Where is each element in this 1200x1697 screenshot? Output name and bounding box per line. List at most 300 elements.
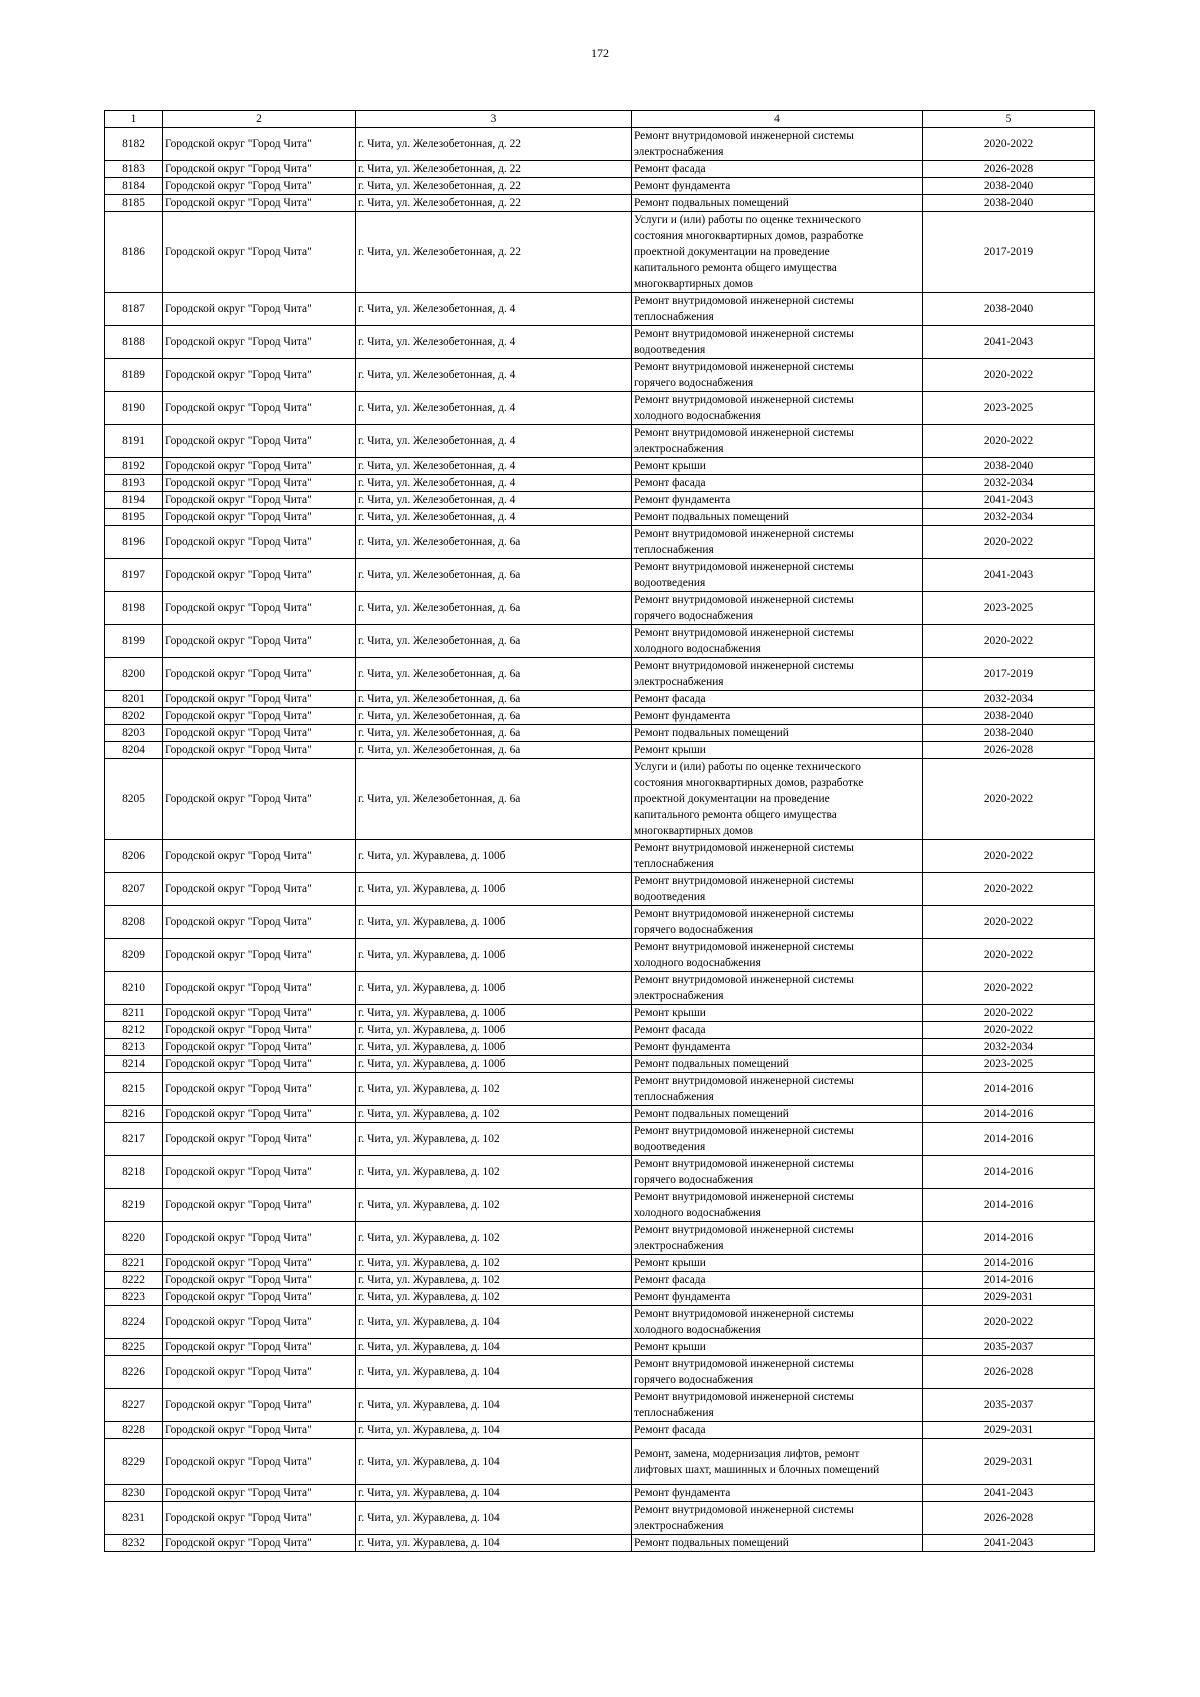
municipality-cell: Городской округ "Город Чита" xyxy=(163,1439,356,1485)
address-cell: г. Чита, ул. Журавлева, д. 100б xyxy=(356,1005,632,1022)
table-row xyxy=(105,1439,1095,1485)
row-number: 8211 xyxy=(105,1005,163,1022)
table-row xyxy=(105,1356,1095,1389)
work-type-cell xyxy=(632,873,923,906)
address-cell: г. Чита, ул. Железобетонная, д. 4 xyxy=(356,425,632,458)
period-cell: 2020-2022 xyxy=(923,906,1095,939)
row-number: 8189 xyxy=(105,359,163,392)
row-number: 8194 xyxy=(105,492,163,509)
period-cell: 2032-2034 xyxy=(923,475,1095,492)
address-cell: г. Чита, ул. Журавлева, д. 102 xyxy=(356,1123,632,1156)
municipality-cell: Городской округ "Город Чита" xyxy=(163,691,356,708)
work-type-cell xyxy=(632,128,923,161)
work-type-line: теплоснабжения xyxy=(634,1091,714,1103)
row-number: 8212 xyxy=(105,1022,163,1039)
table-row xyxy=(105,475,1095,492)
work-type-cell xyxy=(632,492,923,509)
municipality-cell: Городской округ "Город Чита" xyxy=(163,1022,356,1039)
address-cell: г. Чита, ул. Железобетонная, д. 6а xyxy=(356,725,632,742)
municipality-cell: Городской округ "Город Чита" xyxy=(163,178,356,195)
municipality-cell: Городской округ "Город Чита" xyxy=(163,475,356,492)
work-type-cell xyxy=(632,1222,923,1255)
work-type-cell xyxy=(632,526,923,559)
table-row xyxy=(105,1056,1095,1073)
work-type-cell xyxy=(632,658,923,691)
work-type-cell xyxy=(632,1339,923,1356)
municipality-cell: Городской округ "Город Чита" xyxy=(163,526,356,559)
work-type-line: электроснабжения xyxy=(634,443,724,455)
work-type-cell xyxy=(632,326,923,359)
address-cell: г. Чита, ул. Журавлева, д. 104 xyxy=(356,1485,632,1502)
work-type-cell xyxy=(632,1005,923,1022)
period-cell: 2014-2016 xyxy=(923,1073,1095,1106)
address-cell: г. Чита, ул. Железобетонная, д. 22 xyxy=(356,212,632,293)
row-number: 8197 xyxy=(105,559,163,592)
address-cell: г. Чита, ул. Журавлева, д. 100б xyxy=(356,906,632,939)
period-cell: 2026-2028 xyxy=(923,742,1095,759)
table-body xyxy=(105,128,1095,1552)
work-type-cell xyxy=(632,972,923,1005)
work-type-line: Ремонт фасада xyxy=(634,1274,706,1286)
row-number: 8202 xyxy=(105,708,163,725)
table-row xyxy=(105,1255,1095,1272)
period-cell: 2032-2034 xyxy=(923,691,1095,708)
period-cell: 2023-2025 xyxy=(923,392,1095,425)
work-type-line: проектной документации на проведение xyxy=(634,246,830,258)
address-cell: г. Чита, ул. Железобетонная, д. 6а xyxy=(356,625,632,658)
address-cell: г. Чита, ул. Журавлева, д. 102 xyxy=(356,1222,632,1255)
work-type-cell xyxy=(632,691,923,708)
municipality-cell: Городской округ "Город Чита" xyxy=(163,658,356,691)
work-type-line: Ремонт внутридомовой инженерной системы xyxy=(634,1075,854,1087)
work-type-cell xyxy=(632,1356,923,1389)
work-type-line: Ремонт внутридомовой инженерной системы xyxy=(634,908,854,920)
work-type-line: Ремонт внутридомовой инженерной системы xyxy=(634,130,854,142)
period-cell: 2014-2016 xyxy=(923,1255,1095,1272)
municipality-cell: Городской округ "Город Чита" xyxy=(163,509,356,526)
work-type-line: Ремонт внутридомовой инженерной системы xyxy=(634,875,854,887)
municipality-cell: Городской округ "Город Чита" xyxy=(163,425,356,458)
address-cell: г. Чита, ул. Железобетонная, д. 4 xyxy=(356,509,632,526)
address-cell: г. Чита, ул. Журавлева, д. 102 xyxy=(356,1272,632,1289)
row-number: 8203 xyxy=(105,725,163,742)
row-number: 8230 xyxy=(105,1485,163,1502)
period-cell: 2041-2043 xyxy=(923,326,1095,359)
row-number: 8184 xyxy=(105,178,163,195)
address-cell: г. Чита, ул. Железобетонная, д. 4 xyxy=(356,458,632,475)
work-type-line: Ремонт подвальных помещений xyxy=(634,197,789,209)
work-type-cell xyxy=(632,759,923,840)
period-cell: 2023-2025 xyxy=(923,1056,1095,1073)
address-cell: г. Чита, ул. Журавлева, д. 104 xyxy=(356,1439,632,1485)
work-type-cell xyxy=(632,359,923,392)
address-cell: г. Чита, ул. Журавлева, д. 102 xyxy=(356,1255,632,1272)
period-cell: 2017-2019 xyxy=(923,658,1095,691)
table-row xyxy=(105,1222,1095,1255)
work-type-line: Ремонт внутридомовой инженерной системы xyxy=(634,594,854,606)
period-cell: 2032-2034 xyxy=(923,1039,1095,1056)
municipality-cell: Городской округ "Город Чита" xyxy=(163,742,356,759)
municipality-cell: Городской округ "Город Чита" xyxy=(163,559,356,592)
period-cell: 2014-2016 xyxy=(923,1106,1095,1123)
table-row xyxy=(105,161,1095,178)
municipality-cell: Городской округ "Город Чита" xyxy=(163,1222,356,1255)
work-type-line: Ремонт фасада xyxy=(634,1424,706,1436)
work-type-line: Ремонт внутридомовой инженерной системы xyxy=(634,361,854,373)
header-col-1: 1 xyxy=(105,111,163,128)
address-cell: г. Чита, ул. Железобетонная, д. 22 xyxy=(356,178,632,195)
table-row xyxy=(105,759,1095,840)
work-type-line: Ремонт крыши xyxy=(634,744,706,756)
table-row xyxy=(105,293,1095,326)
work-type-line: Ремонт крыши xyxy=(634,1341,706,1353)
work-type-line: многоквартирных домов xyxy=(634,825,754,837)
address-cell: г. Чита, ул. Журавлева, д. 100б xyxy=(356,972,632,1005)
work-type-cell xyxy=(632,458,923,475)
address-cell: г. Чита, ул. Журавлева, д. 102 xyxy=(356,1106,632,1123)
address-cell: г. Чита, ул. Железобетонная, д. 4 xyxy=(356,475,632,492)
municipality-cell: Городской округ "Город Чита" xyxy=(163,293,356,326)
table-row xyxy=(105,725,1095,742)
table-row xyxy=(105,1123,1095,1156)
work-type-line: Ремонт фасада xyxy=(634,163,706,175)
period-cell: 2020-2022 xyxy=(923,526,1095,559)
work-type-line: холодного водоснабжения xyxy=(634,643,761,655)
municipality-cell: Городской округ "Город Чита" xyxy=(163,939,356,972)
work-type-line: Ремонт внутридомовой инженерной системы xyxy=(634,328,854,340)
table-row xyxy=(105,1502,1095,1535)
period-cell: 2014-2016 xyxy=(923,1189,1095,1222)
work-type-cell xyxy=(632,1485,923,1502)
period-cell: 2038-2040 xyxy=(923,195,1095,212)
work-type-line: Ремонт внутридомовой инженерной системы xyxy=(634,295,854,307)
work-type-line: водоотведения xyxy=(634,577,706,589)
work-type-cell xyxy=(632,212,923,293)
period-cell: 2038-2040 xyxy=(923,458,1095,475)
row-number: 8220 xyxy=(105,1222,163,1255)
period-cell: 2014-2016 xyxy=(923,1156,1095,1189)
row-number: 8228 xyxy=(105,1422,163,1439)
address-cell: г. Чита, ул. Железобетонная, д. 6а xyxy=(356,759,632,840)
period-cell: 2038-2040 xyxy=(923,293,1095,326)
period-cell: 2020-2022 xyxy=(923,128,1095,161)
row-number: 8223 xyxy=(105,1289,163,1306)
municipality-cell: Городской округ "Город Чита" xyxy=(163,906,356,939)
row-number: 8185 xyxy=(105,195,163,212)
work-type-line: водоотведения xyxy=(634,1141,706,1153)
period-cell: 2020-2022 xyxy=(923,1022,1095,1039)
table-row xyxy=(105,195,1095,212)
municipality-cell: Городской округ "Город Чита" xyxy=(163,873,356,906)
period-cell: 2023-2025 xyxy=(923,592,1095,625)
period-cell: 2020-2022 xyxy=(923,1005,1095,1022)
period-cell: 2035-2037 xyxy=(923,1389,1095,1422)
table-row xyxy=(105,708,1095,725)
table-row xyxy=(105,906,1095,939)
row-number: 8227 xyxy=(105,1389,163,1422)
municipality-cell: Городской округ "Город Чита" xyxy=(163,392,356,425)
municipality-cell: Городской округ "Город Чита" xyxy=(163,1056,356,1073)
table-row xyxy=(105,592,1095,625)
work-type-line: Ремонт крыши xyxy=(634,460,706,472)
work-type-cell xyxy=(632,509,923,526)
work-type-cell xyxy=(632,906,923,939)
work-type-cell xyxy=(632,1039,923,1056)
address-cell: г. Чита, ул. Журавлева, д. 104 xyxy=(356,1422,632,1439)
work-type-cell xyxy=(632,592,923,625)
address-cell: г. Чита, ул. Железобетонная, д. 22 xyxy=(356,161,632,178)
work-type-line: Ремонт внутридомовой инженерной системы xyxy=(634,1191,854,1203)
work-type-cell xyxy=(632,1255,923,1272)
municipality-cell: Городской округ "Город Чита" xyxy=(163,1485,356,1502)
address-cell: г. Чита, ул. Журавлева, д. 100б xyxy=(356,840,632,873)
row-number: 8200 xyxy=(105,658,163,691)
work-type-cell xyxy=(632,1272,923,1289)
period-cell: 2020-2022 xyxy=(923,840,1095,873)
municipality-cell: Городской округ "Город Чита" xyxy=(163,840,356,873)
municipality-cell: Городской округ "Город Чита" xyxy=(163,1005,356,1022)
address-cell: г. Чита, ул. Журавлева, д. 104 xyxy=(356,1502,632,1535)
work-type-cell xyxy=(632,1123,923,1156)
period-cell: 2041-2043 xyxy=(923,559,1095,592)
work-type-line: холодного водоснабжения xyxy=(634,1324,761,1336)
row-number: 8213 xyxy=(105,1039,163,1056)
work-type-line: состояния многоквартирных домов, разработке xyxy=(634,777,864,789)
municipality-cell: Городской округ "Город Чита" xyxy=(163,326,356,359)
header-row xyxy=(105,111,1095,128)
row-number: 8216 xyxy=(105,1106,163,1123)
period-cell: 2029-2031 xyxy=(923,1439,1095,1485)
work-type-cell xyxy=(632,939,923,972)
work-type-line: Ремонт внутридомовой инженерной системы xyxy=(634,561,854,573)
period-cell: 2026-2028 xyxy=(923,161,1095,178)
work-type-line: Ремонт внутридомовой инженерной системы xyxy=(634,1504,854,1516)
municipality-cell: Городской округ "Город Чита" xyxy=(163,1306,356,1339)
row-number: 8219 xyxy=(105,1189,163,1222)
work-type-cell xyxy=(632,1439,923,1485)
address-cell: г. Чита, ул. Журавлева, д. 100б xyxy=(356,1056,632,1073)
row-number: 8208 xyxy=(105,906,163,939)
period-cell: 2017-2019 xyxy=(923,212,1095,293)
table-row xyxy=(105,1289,1095,1306)
table-row xyxy=(105,742,1095,759)
address-cell: г. Чита, ул. Журавлева, д. 104 xyxy=(356,1339,632,1356)
work-type-cell xyxy=(632,708,923,725)
work-type-line: Ремонт подвальных помещений xyxy=(634,1108,789,1120)
row-number: 8204 xyxy=(105,742,163,759)
table-row xyxy=(105,840,1095,873)
work-type-cell xyxy=(632,1535,923,1552)
row-number: 8218 xyxy=(105,1156,163,1189)
row-number: 8215 xyxy=(105,1073,163,1106)
row-number: 8193 xyxy=(105,475,163,492)
work-type-cell xyxy=(632,625,923,658)
table-row xyxy=(105,359,1095,392)
work-type-cell xyxy=(632,1422,923,1439)
table-row xyxy=(105,1535,1095,1552)
municipality-cell: Городской округ "Город Чита" xyxy=(163,1502,356,1535)
address-cell: г. Чита, ул. Железобетонная, д. 4 xyxy=(356,392,632,425)
table-row xyxy=(105,1306,1095,1339)
header-col-4: 4 xyxy=(632,111,923,128)
work-type-line: Ремонт фундамента xyxy=(634,1041,731,1053)
row-number: 8190 xyxy=(105,392,163,425)
row-number: 8186 xyxy=(105,212,163,293)
work-type-line: горячего водоснабжения xyxy=(634,610,754,622)
address-cell: г. Чита, ул. Журавлева, д. 100б xyxy=(356,873,632,906)
table-row xyxy=(105,625,1095,658)
work-type-line: Ремонт фасада xyxy=(634,1024,706,1036)
municipality-cell: Городской округ "Город Чита" xyxy=(163,128,356,161)
work-type-line: Ремонт внутридомовой инженерной системы xyxy=(634,1358,854,1370)
table-row xyxy=(105,691,1095,708)
header-col-5: 5 xyxy=(923,111,1095,128)
address-cell: г. Чита, ул. Журавлева, д. 102 xyxy=(356,1189,632,1222)
work-type-line: электроснабжения xyxy=(634,1240,724,1252)
table-row xyxy=(105,1156,1095,1189)
period-cell: 2020-2022 xyxy=(923,759,1095,840)
table-row xyxy=(105,526,1095,559)
address-cell: г. Чита, ул. Журавлева, д. 102 xyxy=(356,1073,632,1106)
work-type-line: Ремонт подвальных помещений xyxy=(634,727,789,739)
work-type-line: Ремонт подвальных помещений xyxy=(634,1058,789,1070)
work-type-line: Ремонт фасада xyxy=(634,477,706,489)
table-row xyxy=(105,873,1095,906)
municipality-cell: Городской округ "Город Чита" xyxy=(163,1039,356,1056)
address-cell: г. Чита, ул. Журавлева, д. 102 xyxy=(356,1156,632,1189)
row-number: 8229 xyxy=(105,1439,163,1485)
work-type-line: Ремонт, замена, модернизация лифтов, ремонт xyxy=(634,1447,860,1460)
header-col-3: 3 xyxy=(356,111,632,128)
work-type-line: холодного водоснабжения xyxy=(634,1207,761,1219)
work-type-line: Ремонт внутридомовой инженерной системы xyxy=(634,1158,854,1170)
address-cell: г. Чита, ул. Железобетонная, д. 6а xyxy=(356,592,632,625)
work-type-line: капитального ремонта общего имущества xyxy=(634,809,837,821)
work-type-line: проектной документации на проведение xyxy=(634,793,830,805)
municipality-cell: Городской округ "Город Чита" xyxy=(163,1156,356,1189)
period-cell: 2026-2028 xyxy=(923,1356,1095,1389)
work-type-line: водоотведения xyxy=(634,344,706,356)
work-type-line: Ремонт крыши xyxy=(634,1007,706,1019)
address-cell: г. Чита, ул. Журавлева, д. 104 xyxy=(356,1389,632,1422)
row-number: 8231 xyxy=(105,1502,163,1535)
work-type-cell xyxy=(632,1389,923,1422)
work-type-line: горячего водоснабжения xyxy=(634,1374,754,1386)
row-number: 8221 xyxy=(105,1255,163,1272)
period-cell: 2020-2022 xyxy=(923,1306,1095,1339)
work-type-line: водоотведения xyxy=(634,891,706,903)
work-type-line: электроснабжения xyxy=(634,990,724,1002)
work-type-cell xyxy=(632,178,923,195)
work-type-cell xyxy=(632,293,923,326)
work-type-line: Ремонт внутридомовой инженерной системы xyxy=(634,1308,854,1320)
work-type-line: Услуги и (или) работы по оценке технического xyxy=(634,761,861,773)
table-row xyxy=(105,1189,1095,1222)
row-number: 8209 xyxy=(105,939,163,972)
table-row xyxy=(105,392,1095,425)
municipality-cell: Городской округ "Город Чита" xyxy=(163,492,356,509)
period-cell: 2038-2040 xyxy=(923,708,1095,725)
work-type-cell xyxy=(632,1106,923,1123)
table-row xyxy=(105,509,1095,526)
period-cell: 2020-2022 xyxy=(923,972,1095,1005)
period-cell: 2014-2016 xyxy=(923,1222,1095,1255)
work-type-line: Ремонт подвальных помещений xyxy=(634,511,789,523)
row-number: 8195 xyxy=(105,509,163,526)
table-row xyxy=(105,128,1095,161)
period-cell: 2020-2022 xyxy=(923,359,1095,392)
table-row xyxy=(105,559,1095,592)
work-type-line: холодного водоснабжения xyxy=(634,410,761,422)
period-cell: 2041-2043 xyxy=(923,1535,1095,1552)
table-row xyxy=(105,1389,1095,1422)
work-type-line: Ремонт внутридомовой инженерной системы xyxy=(634,627,854,639)
address-cell: г. Чита, ул. Журавлева, д. 104 xyxy=(356,1356,632,1389)
period-cell: 2026-2028 xyxy=(923,1502,1095,1535)
municipality-cell: Городской округ "Город Чита" xyxy=(163,972,356,1005)
work-type-cell xyxy=(632,559,923,592)
municipality-cell: Городской округ "Город Чита" xyxy=(163,1339,356,1356)
municipality-cell: Городской округ "Город Чита" xyxy=(163,359,356,392)
work-type-line: Ремонт фундамента xyxy=(634,180,731,192)
table-row xyxy=(105,1485,1095,1502)
address-cell: г. Чита, ул. Журавлева, д. 104 xyxy=(356,1306,632,1339)
work-type-cell xyxy=(632,1056,923,1073)
work-type-line: Ремонт фасада xyxy=(634,693,706,705)
period-cell: 2038-2040 xyxy=(923,178,1095,195)
work-type-line: горячего водоснабжения xyxy=(634,377,754,389)
address-cell: г. Чита, ул. Железобетонная, д. 6а xyxy=(356,526,632,559)
row-number: 8187 xyxy=(105,293,163,326)
table-row xyxy=(105,972,1095,1005)
address-cell: г. Чита, ул. Журавлева, д. 100б xyxy=(356,939,632,972)
header-col-2: 2 xyxy=(163,111,356,128)
row-number: 8205 xyxy=(105,759,163,840)
table-row xyxy=(105,212,1095,293)
table-row xyxy=(105,1272,1095,1289)
work-type-cell xyxy=(632,1022,923,1039)
municipality-cell: Городской округ "Город Чита" xyxy=(163,1073,356,1106)
municipality-cell: Городской округ "Город Чита" xyxy=(163,1106,356,1123)
row-number: 8182 xyxy=(105,128,163,161)
work-type-line: Ремонт фундамента xyxy=(634,494,731,506)
row-number: 8198 xyxy=(105,592,163,625)
row-number: 8232 xyxy=(105,1535,163,1552)
municipality-cell: Городской округ "Город Чита" xyxy=(163,592,356,625)
row-number: 8225 xyxy=(105,1339,163,1356)
address-cell: г. Чита, ул. Железобетонная, д. 4 xyxy=(356,326,632,359)
work-type-line: Ремонт внутридомовой инженерной системы xyxy=(634,660,854,672)
address-cell: г. Чита, ул. Железобетонная, д. 22 xyxy=(356,128,632,161)
work-type-line: Ремонт крыши xyxy=(634,1257,706,1269)
period-cell: 2035-2037 xyxy=(923,1339,1095,1356)
address-cell: г. Чита, ул. Железобетонная, д. 22 xyxy=(356,195,632,212)
work-type-cell xyxy=(632,1306,923,1339)
period-cell: 2041-2043 xyxy=(923,1485,1095,1502)
work-type-line: холодного водоснабжения xyxy=(634,957,761,969)
work-type-line: Ремонт внутридомовой инженерной системы xyxy=(634,1224,854,1236)
work-type-line: теплоснабжения xyxy=(634,858,714,870)
municipality-cell: Городской округ "Город Чита" xyxy=(163,1189,356,1222)
table-row xyxy=(105,1022,1095,1039)
work-type-line: многоквартирных домов xyxy=(634,278,754,290)
work-type-cell xyxy=(632,725,923,742)
address-cell: г. Чита, ул. Железобетонная, д. 4 xyxy=(356,492,632,509)
address-cell: г. Чита, ул. Журавлева, д. 104 xyxy=(356,1535,632,1552)
work-type-cell xyxy=(632,742,923,759)
row-number: 8224 xyxy=(105,1306,163,1339)
municipality-cell: Городской округ "Город Чита" xyxy=(163,725,356,742)
